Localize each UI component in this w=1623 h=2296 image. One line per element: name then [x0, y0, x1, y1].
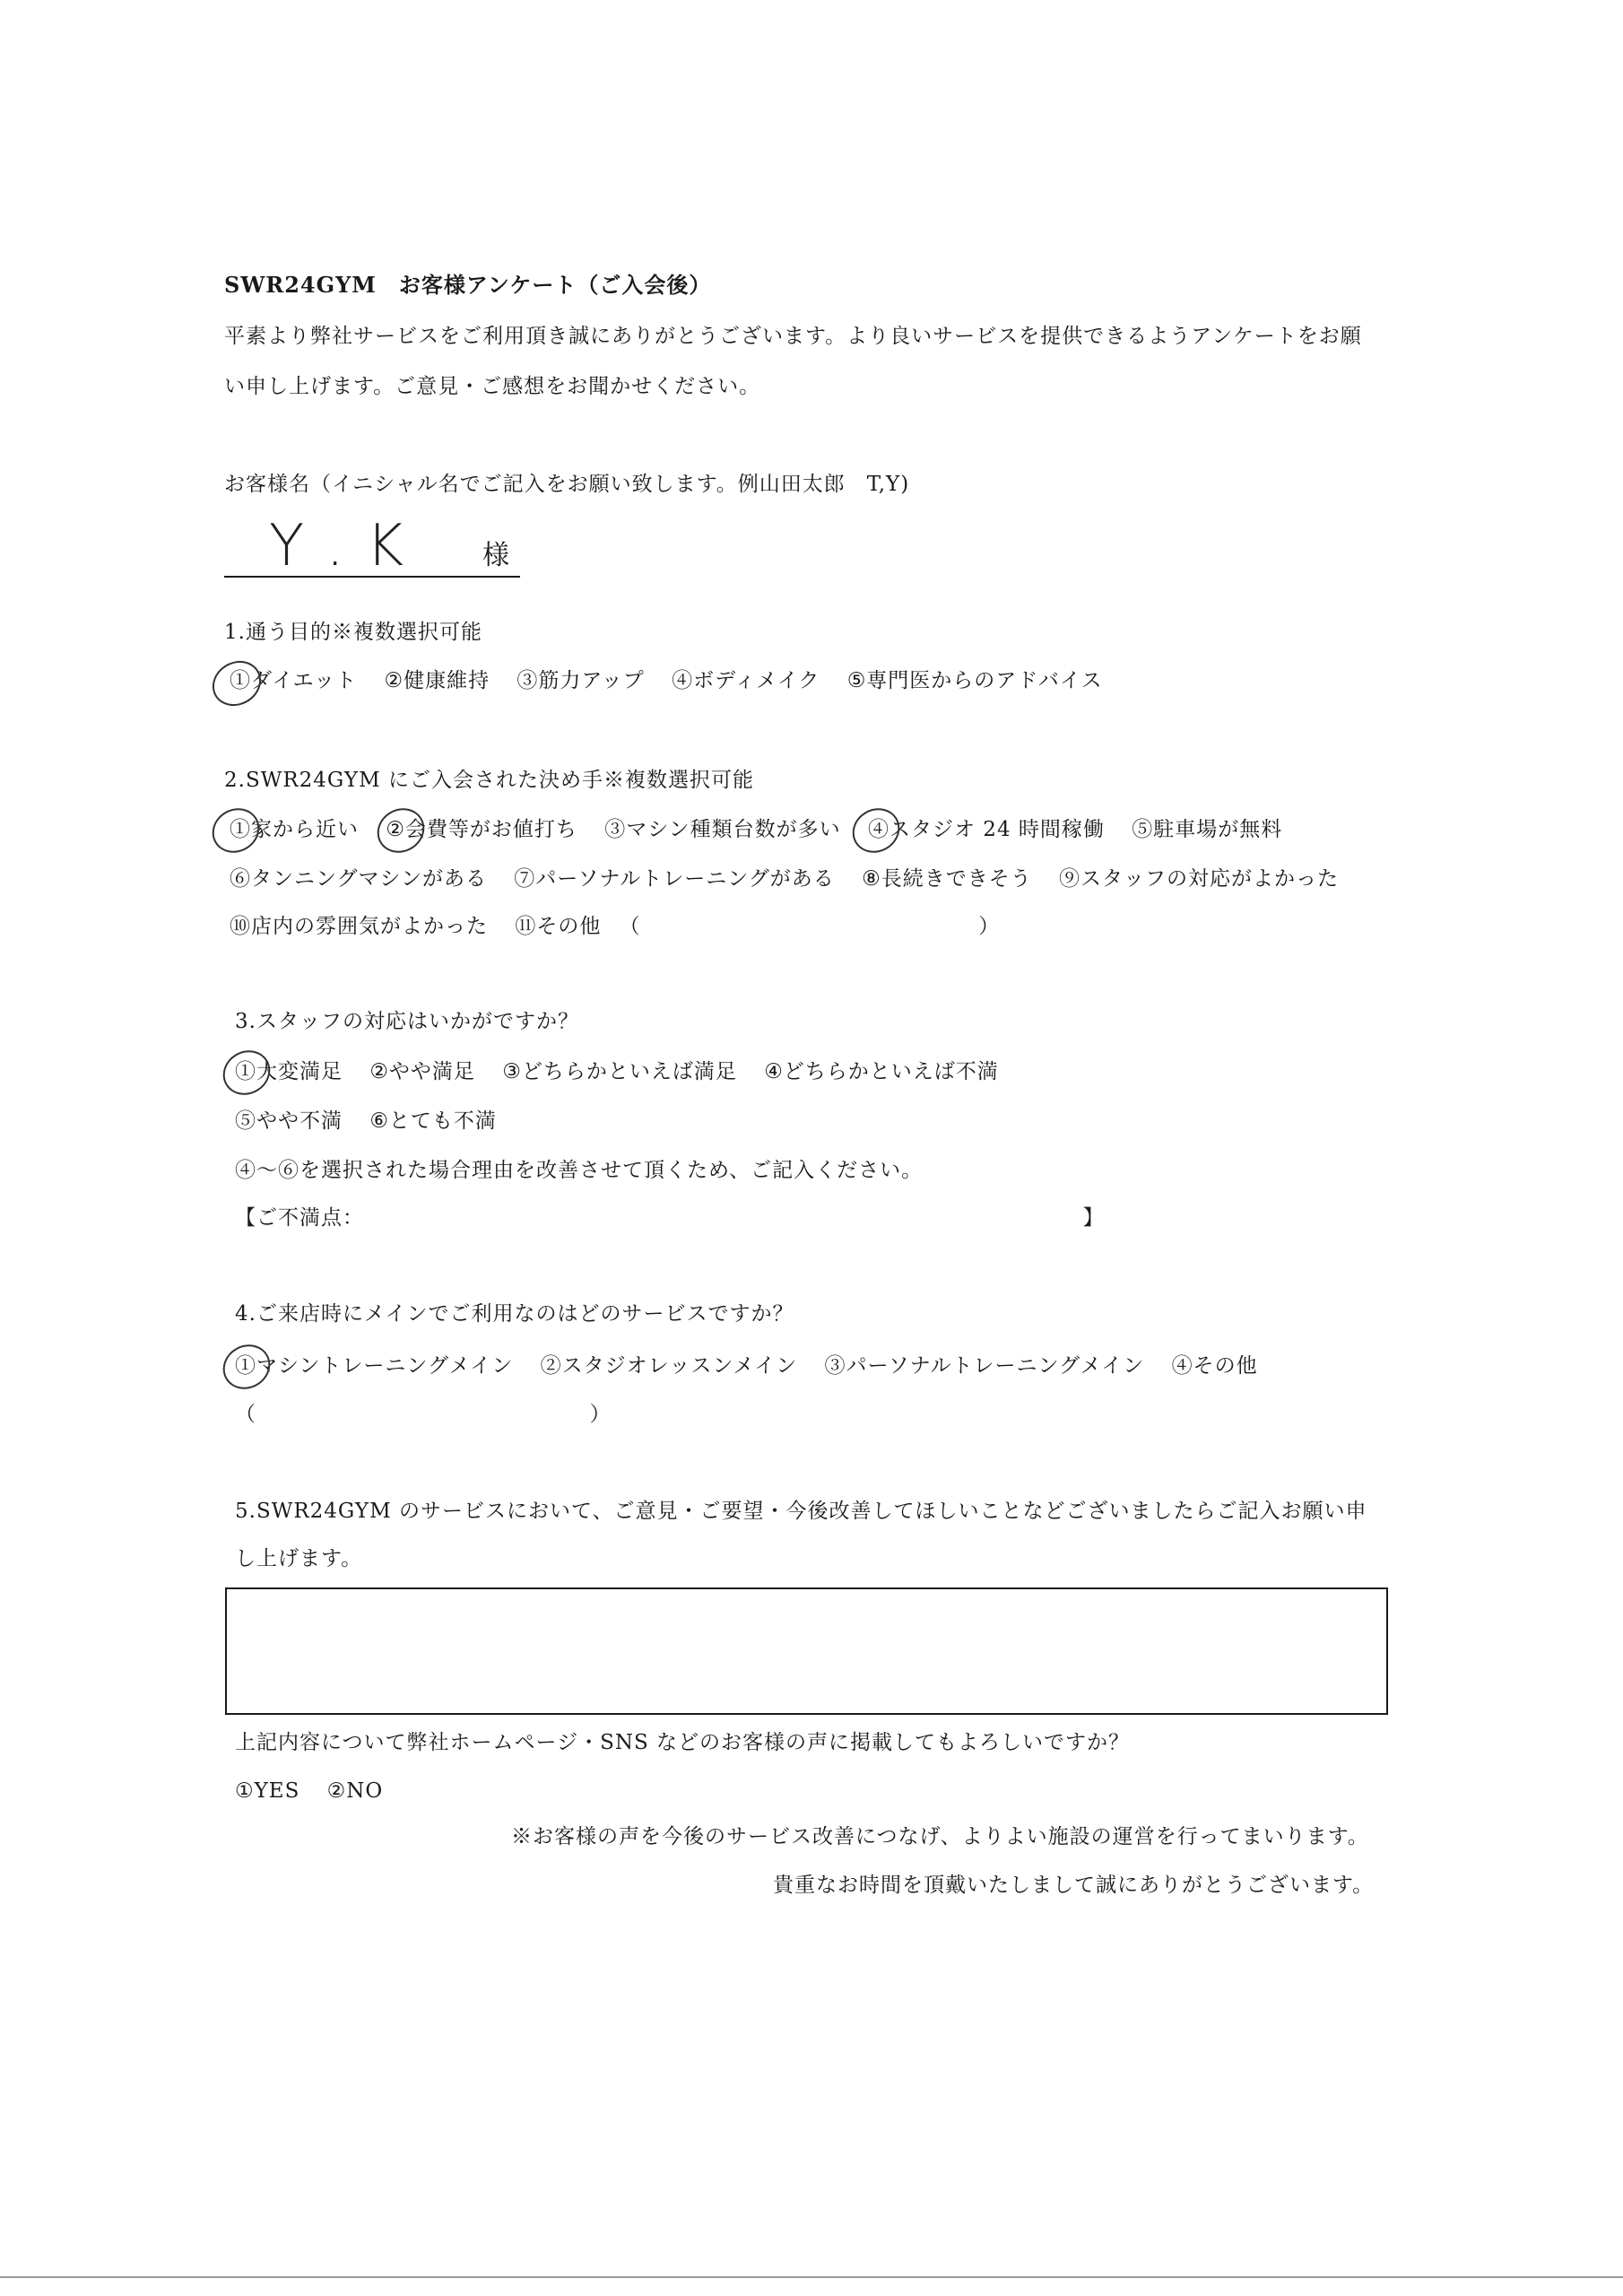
q3-option[interactable]: ②やや満足 — [369, 1060, 475, 1083]
q2-option[interactable]: ⑧長続きできそう — [862, 867, 1032, 891]
q4-option[interactable]: ③パーソナルトレーニングメイン — [824, 1354, 1145, 1378]
q3-note: ④～⑥を選択された場合理由を改善させて頂くため、ご記入ください。 — [235, 1159, 924, 1182]
q1-title: 1.通う目的※複数選択可能 — [224, 621, 482, 644]
name-label: お客様名（イニシャル名でご記入をお願い致します。例山田太郎 T,Y) — [224, 473, 910, 496]
q4-other-open: （ — [235, 1403, 256, 1426]
q3-title: 3.スタッフの対応はいかがですか？ — [235, 1010, 579, 1033]
q3-option[interactable]: ⑤やや不満 — [235, 1109, 343, 1133]
q3-options-row-2 — [235, 1108, 497, 1135]
q2-option[interactable]: ⑨スタッフの対応がよかった — [1059, 867, 1340, 891]
scan-edge — [0, 2276, 1623, 2278]
selection-circle — [845, 800, 908, 862]
selection-circle — [215, 1042, 279, 1104]
q2-option[interactable]: ③マシン種類台数が多い — [604, 818, 841, 841]
selection-circle — [204, 800, 268, 862]
publish-option-no[interactable]: ②NO — [326, 1779, 384, 1803]
q5-title-line-2: し上げます。 — [235, 1547, 363, 1570]
q1-option[interactable]: ④ボディメイク — [672, 669, 820, 692]
footer-thanks: 貴重なお時間を頂戴いたしまして誠にありがとうございます。 — [773, 1874, 1375, 1897]
publish-option-yes[interactable]: ①YES — [235, 1779, 300, 1803]
q2-option[interactable]: ②会費等がお値打ち — [386, 818, 577, 841]
q2-option[interactable]: ⑤駐車場が無料 — [1132, 818, 1283, 841]
q2-option[interactable]: ⑥タンニングマシンがある — [230, 867, 487, 891]
form-title: SWR24GYM お客様アンケート（ご入会後） — [224, 272, 712, 298]
q4-option[interactable]: ②スタジオレッスンメイン — [540, 1354, 798, 1378]
q4-other-field[interactable] — [235, 1401, 612, 1428]
q1-option[interactable]: ⑤専門医からのアドバイス — [846, 669, 1103, 692]
selection-circle — [215, 1336, 279, 1398]
publish-question: 上記内容について弊社ホームページ・SNS などのお客様の声に掲載してもよろしいですか？ — [235, 1731, 1131, 1754]
q3-complaint-label: 【ご不満点： — [235, 1206, 364, 1230]
q3-options-row-1 — [235, 1058, 999, 1085]
q1-option[interactable]: ②健康維持 — [384, 669, 490, 692]
selection-circle — [369, 800, 433, 862]
q2-option[interactable]: ⑪その他 — [515, 915, 602, 938]
q4-options — [235, 1352, 1258, 1379]
name-honorific: 様 — [482, 540, 510, 571]
q2-option[interactable]: ④スタジオ 24 時間稼働 — [868, 818, 1105, 841]
selection-circle — [204, 652, 269, 715]
q2-option[interactable]: ⑦パーソナルトレーニングがある — [514, 867, 835, 891]
intro-line-2: い申し上げます。ご意見・ご感想をお聞かせください。 — [224, 375, 761, 398]
footer-note: ※お客様の声を今後のサービス改善につなげ、よりよい施設の運営を行ってまいります。 — [511, 1825, 1369, 1848]
q2-options-row-2 — [230, 865, 1339, 892]
q2-title: 2.SWR24GYM にご入会された決め手※複数選択可能 — [224, 769, 754, 792]
q1-options — [230, 667, 1103, 694]
q2-option[interactable]: ⑩店内の雰囲気がよかった — [230, 915, 488, 938]
q4-other-close: ） — [589, 1403, 612, 1426]
q4-option[interactable]: ①マシントレーニングメイン — [235, 1354, 514, 1378]
q1-option[interactable]: ③筋力アップ — [516, 669, 645, 692]
q2-options-row-3 — [230, 913, 1000, 940]
intro-line-1: 平素より弊社サービスをご利用頂き誠にありがとうございます。より良いサービスを提供できるようアンケートをお願 — [224, 325, 1362, 348]
q5-title-line-1: 5.SWR24GYM のサービスにおいて、ご意見・ご要望・今後改善してほしいことなどございましたらご記入お願い申 — [235, 1500, 1367, 1523]
q3-complaint-close: 】 — [1082, 1206, 1105, 1230]
name-underline — [224, 576, 520, 578]
q3-option[interactable]: ④どちらかといえば不満 — [764, 1060, 999, 1083]
q3-option[interactable]: ①大変満足 — [235, 1060, 343, 1083]
q2-option[interactable]: ①家から近い — [230, 818, 359, 841]
q2-other-open: （ — [619, 915, 641, 938]
q4-title: 4.ご来店時にメインでご利用なのはどのサービスですか？ — [235, 1302, 794, 1326]
handwritten-name[interactable]: Y . K — [269, 513, 406, 579]
publish-options — [235, 1778, 383, 1805]
q3-complaint-field[interactable] — [235, 1205, 1105, 1231]
q3-option[interactable]: ⑥とても不満 — [369, 1109, 497, 1133]
q5-comment-box[interactable] — [225, 1587, 1388, 1715]
q4-option[interactable]: ④その他 — [1171, 1354, 1258, 1378]
q3-option[interactable]: ③どちらかといえば満足 — [502, 1060, 737, 1083]
q1-option[interactable]: ①ダイエット — [230, 669, 358, 692]
q2-other-close: ） — [978, 915, 1001, 938]
